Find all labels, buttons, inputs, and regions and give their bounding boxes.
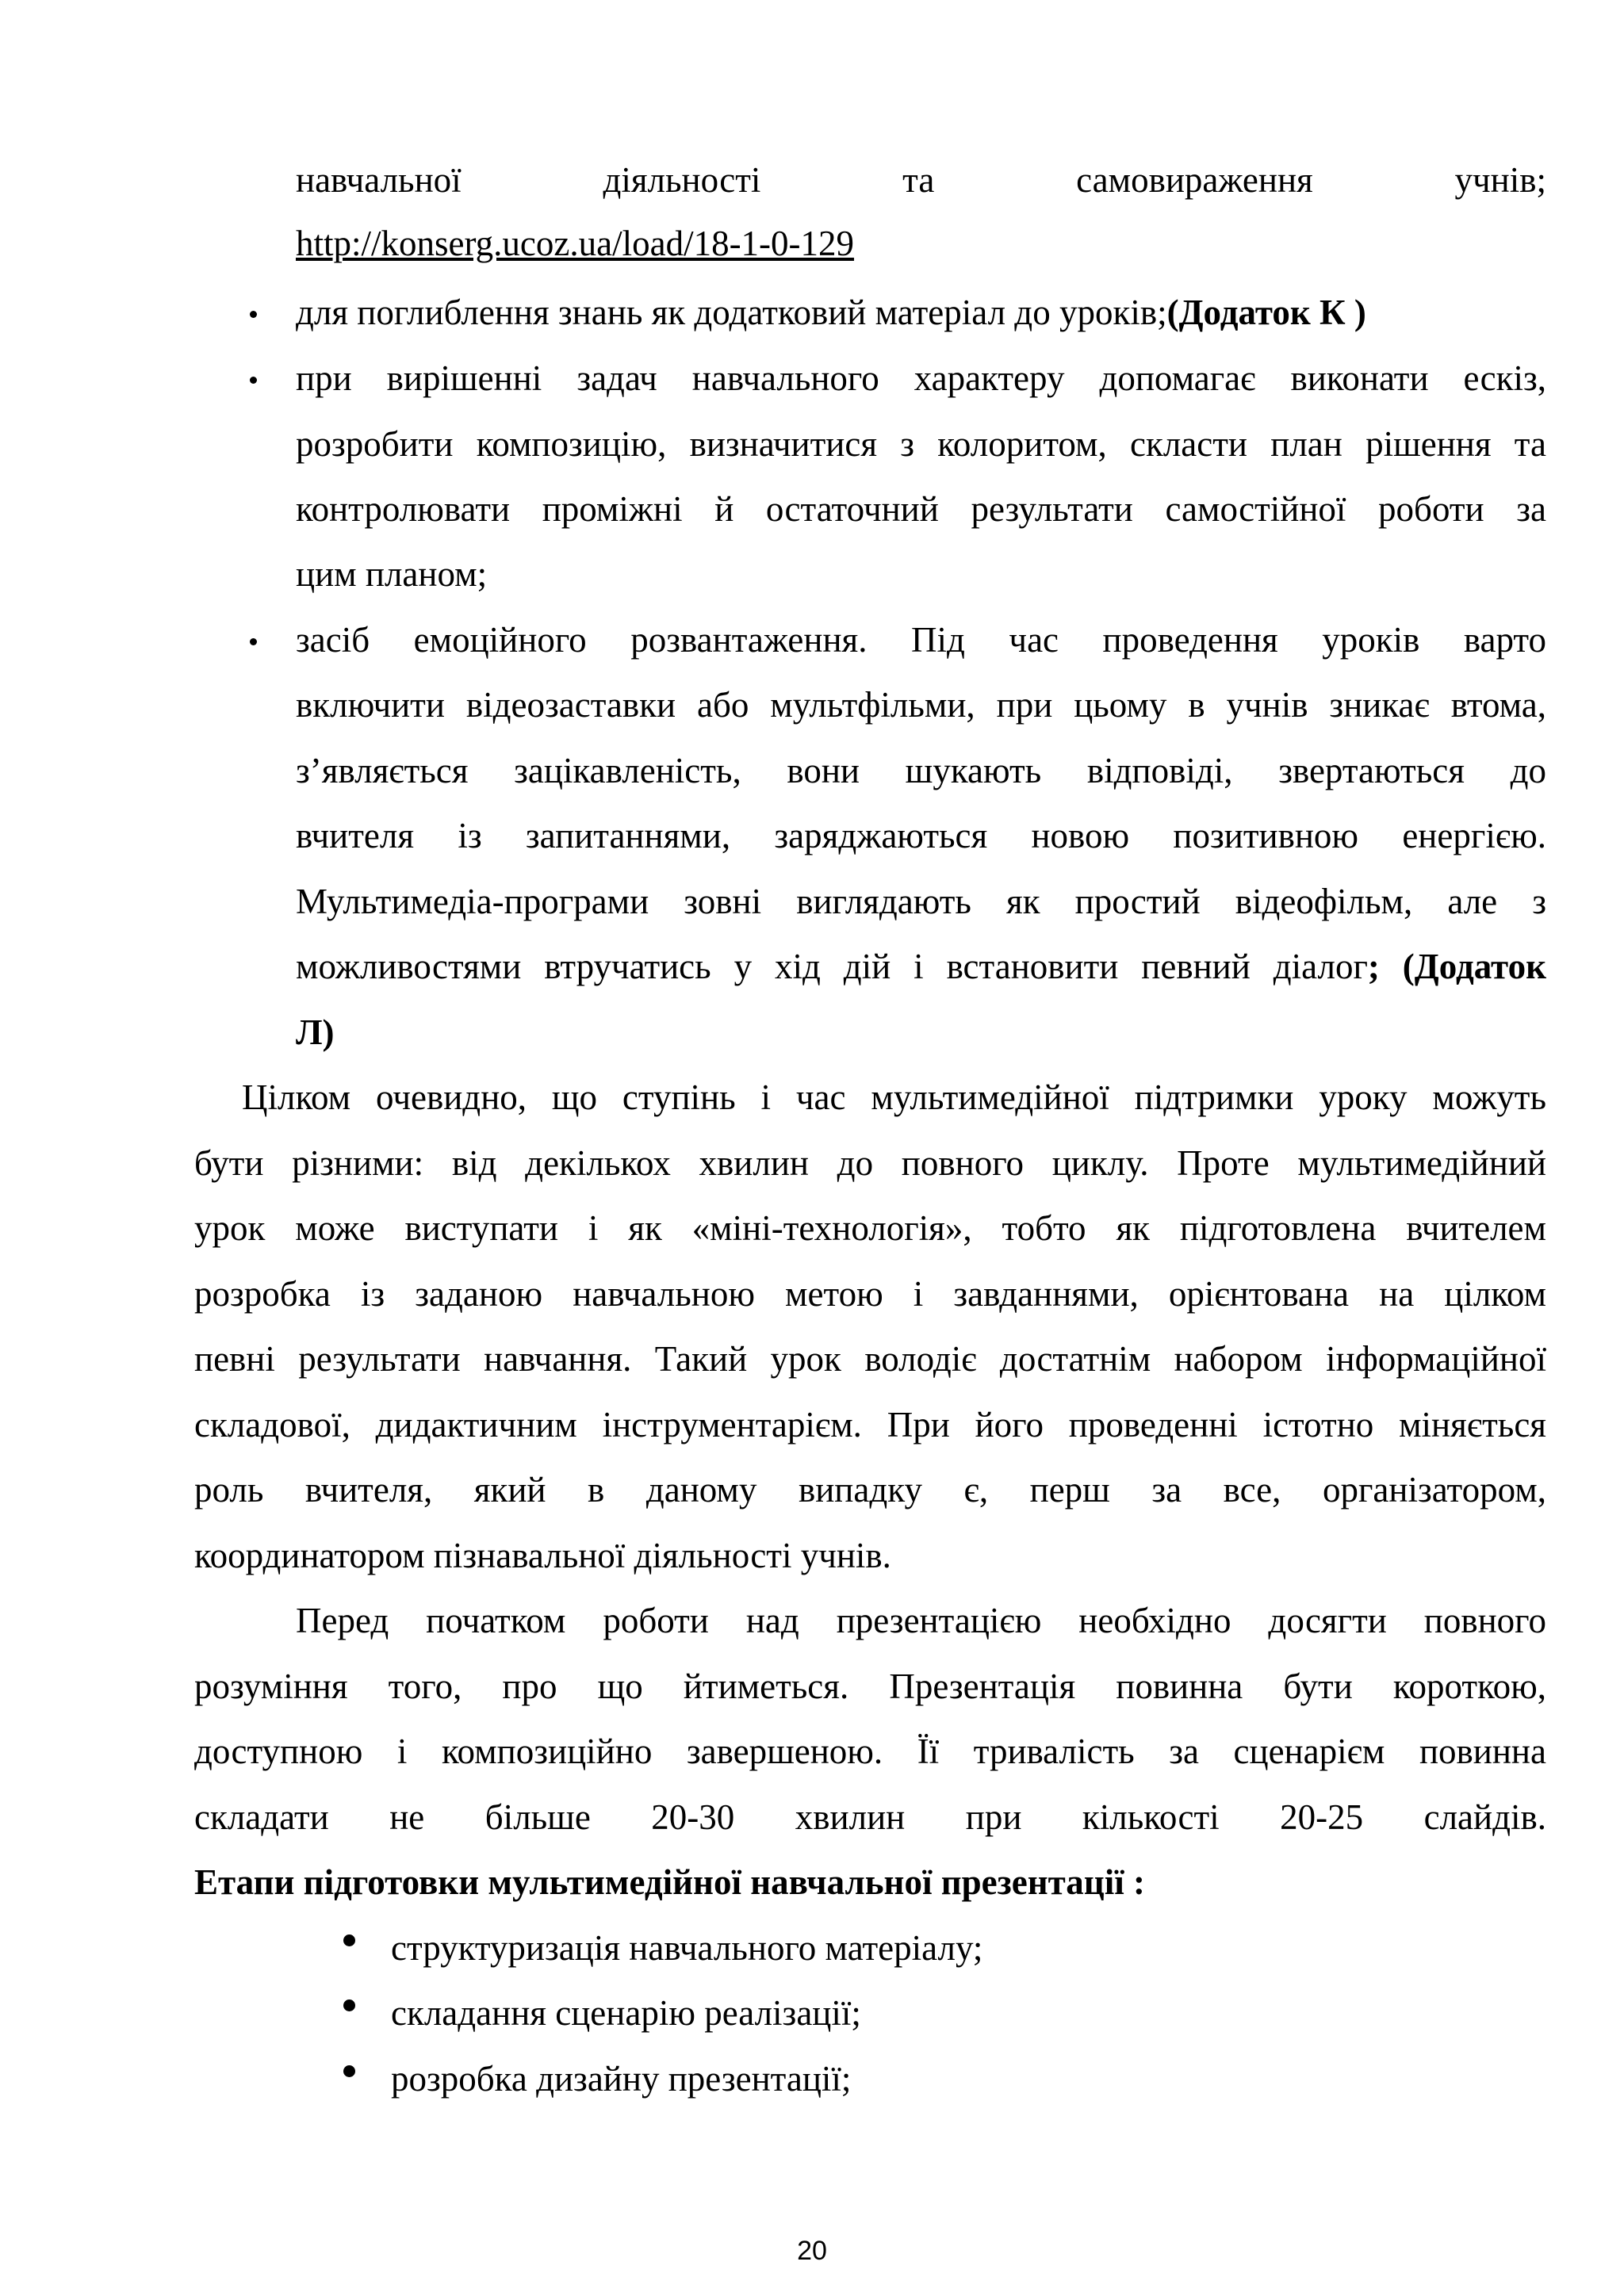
paragraph-line: координатором пізнавальної діяльності учнів. [194,1536,891,1575]
page-number: 20 [797,2236,827,2266]
section-heading: Етапи підготовки мультимедійної навчальної презентації : [194,1862,1145,1902]
list-item: складання сценарію реалізації; [391,1993,861,2033]
bullet-icon [250,311,257,318]
list-item-line: контролювати проміжні й остаточний результати самостійної роботи за [296,489,1546,529]
list-item-line: з’являється зацікавленість, вони шукають відповіді, звертаються до [296,751,1546,790]
paragraph-line: доступною і композиційно завершеною. Її тривалість за сценарієм повинна [194,1732,1546,1771]
list-item-line: можливостями втручатись у хід дій і встановити певний діалог; (Додаток [296,947,1546,986]
list-item-line: Л) [296,1012,335,1052]
paragraph-line: розуміння того, про що йтиметься. Презентація повинна бути короткою, [194,1667,1546,1706]
list-item: структуризація навчального матеріалу; [391,1928,983,1968]
paragraph-line: бути різними: від декількох хвилин до повного циклу. Проте мультимедійний [194,1143,1546,1183]
bullet-icon [343,2065,355,2077]
reference-link[interactable]: http://konserg.ucoz.ua/load/18-1-0-129 [296,224,855,263]
bullet-icon [343,1934,355,1946]
paragraph-line: складової, дидактичним інструментарієм. При його проведенні істотно міняється [194,1405,1546,1445]
bullet-icon [250,377,257,384]
bullet-icon [343,1999,355,2011]
paragraph-line: Цілком очевидно, що ступінь і час мультимедійної підтримки уроку можуть [242,1077,1546,1117]
list-item-line: Мультимедіа-програми зовні виглядають як простий відеофільм, але з [296,882,1546,921]
list-item: для поглиблення знань як додатковий матеріал до уроків;(Додаток К ) [296,293,1366,332]
list-item-line: розробити композицію, визначитися з колоритом, скласти план рішення та [296,424,1546,464]
bullet-icon [250,638,257,645]
list-item-line: засіб емоційного розвантаження. Під час проведення уроків варто [296,620,1546,660]
list-item-line: вчителя із запитаннями, заряджаються новою позитивною енергією. [296,816,1546,855]
list-item: розробка дизайну презентації; [391,2059,852,2099]
paragraph-line: певні результати навчання. Такий урок володіє достатнім набором інформаційної [194,1339,1546,1379]
paragraph-line: складати не більше 20-30 хвилин при кількості 20-25 слайдів. [194,1797,1546,1837]
paragraph-line: Перед початком роботи над презентацією необхідно досягти повного [296,1601,1546,1640]
paragraph-line: урок може виступати і як «міні-технологія», тобто як підготовлена вчителем [194,1208,1546,1248]
list-item-continuation: навчальної діяльності та самовираження учнів; [296,160,1546,200]
list-item-line: при вирішенні задач навчального характеру допомагає виконати ескіз, [296,358,1546,398]
list-item-line: цим планом; [296,554,488,594]
paragraph-line: розробка із заданою навчальною метою і завданнями, орієнтована на цілком [194,1274,1546,1314]
list-item-line: включити відеозаставки або мультфільми, при цьому в учнів зникає втома, [296,685,1546,725]
paragraph-line: роль вчителя, який в даному випадку є, перш за все, організатором, [194,1470,1546,1510]
